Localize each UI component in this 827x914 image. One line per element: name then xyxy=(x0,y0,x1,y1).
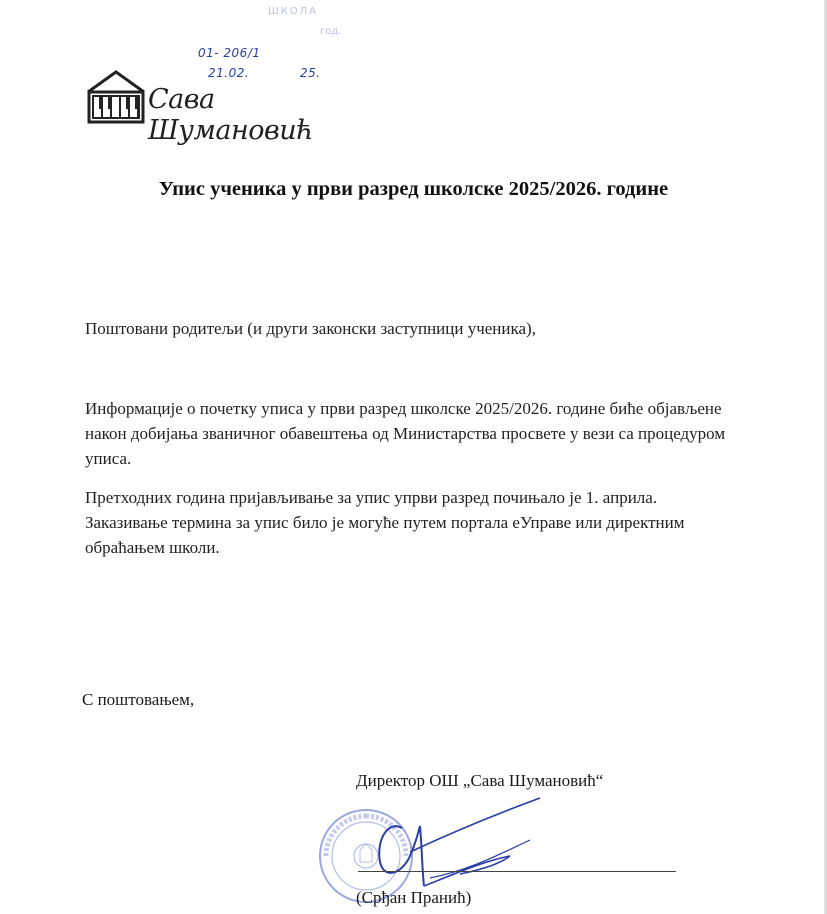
closing: С поштовањем, xyxy=(82,690,195,709)
document-title: Упис ученика у први разред школске 2025/2026. године xyxy=(158,178,669,200)
director-title: Директор ОШ „Сава Шумановић“ xyxy=(356,771,604,790)
paragraph-1: Информације о почетку уписа у први разред школске 2025/2026. године биће објављене након добијања званичног обавештења од Министарства просвете у вези са процедуром уписа. xyxy=(85,399,726,468)
stamp-year: 25. xyxy=(300,66,321,80)
stamp-reg-number: 01- 206/1 xyxy=(198,46,261,60)
salutation: Поштовани родитељи (и други законски заступници ученика), xyxy=(85,319,536,338)
logo-text: Сава Шумановић xyxy=(148,84,313,146)
piano-house-icon xyxy=(86,70,146,126)
stamp-date: 21.02. xyxy=(208,66,250,80)
signature-line xyxy=(358,871,676,872)
school-logo xyxy=(86,70,326,146)
signatory-name: (Срђан Пранић) xyxy=(356,888,472,907)
stamp-header: ШКОЛА xyxy=(268,6,319,17)
paragraph-2: Претходних година пријављивање за упис упрви разред почињало је 1. априла. Заказивање термина за упис било је могуће путем портала еУправе или директним обраћањем школи. xyxy=(85,488,685,557)
stamp-suffix: год. xyxy=(320,26,342,37)
handwritten-signature xyxy=(340,790,540,900)
